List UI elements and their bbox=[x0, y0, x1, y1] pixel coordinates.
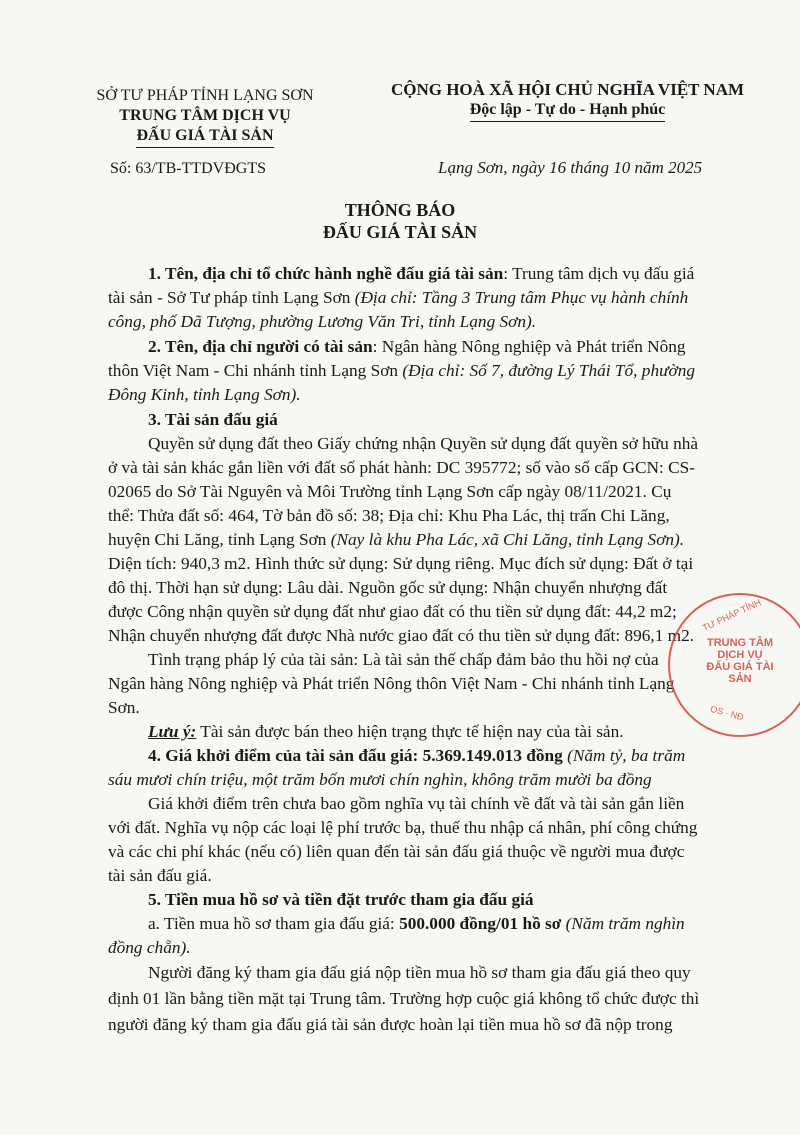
section-5: 5. Tiền mua hồ sơ và tiền đặt trước tham gia đấu giá a. Tiền mua hồ sơ tham gia đấu giá: 500.000 đồng/01 hồ sơ (Năm trăm nghìn đồng chẵn). bbox=[108, 888, 748, 960]
document-subtitle: ĐẤU GIÁ TÀI SẢN bbox=[322, 222, 478, 242]
reference-number: Số: 63/TB-TTDVĐGTS bbox=[110, 160, 266, 177]
section-3: 3. Tài sản đấu giá Quyền sử dụng đất theo Giấy chứng nhận Quyền sử dụng đất quyền sở hữu nhà ở và tài sản khác gắn liền với đất số phát hành: DC 395772; số vào sổ cấp GCN: CS- 02065 do Sở Tài Nguyên và Môi Trường tỉnh Lạng Sơn cấp ngày 08/11/2021. Cụ thể: Thửa đất số: 464, Tờ bản đồ số: 38; Địa chỉ: Khu Pha Lác, thị trấn Chi Lăng, huyện Chi Lăng, tỉnh Lạng Sơn (Nay là khu Pha Lác, xã Chi Lăng, tỉnh Lạng Sơn). Diện tích: 940,3 m2. Hình thức sử dụng: Sử dụng riêng. Mục đích sử dụng: Đất ở tại đô thị. Thời hạn sử dụng: Lâu dài. Nguồn gốc sử dụng: Nhận chuyển nhượng đất được Công nhận quyền sử dụng đất như giao đất có thu tiền sử dụng đất: 44,2 m2; Nhận chuyển nhượng đất được Nhà nước giao đất có thu tiền sử dụng đất: 896,1 m2. Tình trạng pháp lý của tài sản: Là tài sản thế chấp đảm bảo thu hồi nợ của Ngân hàng Nông nghiệp và Phát triển Nông thôn Việt Nam - Chi nhánh tỉnh Lạng Sơn. Lưu ý: Tài sản được bán theo hiện trạng thực tế hiện nay của tài sản. bbox=[108, 408, 748, 744]
starting-price: 4. Giá khởi điểm của tài sản đấu giá: 5.369.149.013 đồng bbox=[148, 746, 563, 765]
section-1: 1. Tên, địa chỉ tổ chức hành nghề đấu giá tài sản: Trung tâm dịch vụ đấu giá tài sản - Sở Tư pháp tỉnh Lạng Sơn (Địa chỉ: Tầng 3 Trung tâm Phục vụ hành chính công, phố Dã Tượng, phường Lương Văn Tri, tỉnh Lạng Sơn). bbox=[108, 264, 695, 331]
official-seal: TƯ PHÁP TỈNH TRUNG TÂM DỊCH VỤ ĐẤU GIÁ TÀI SẢN OS · NĐ bbox=[668, 593, 800, 737]
section-3-heading: 3. Tài sản đấu giá bbox=[148, 410, 278, 429]
section-4: 4. Giá khởi điểm của tài sản đấu giá: 5.369.149.013 đồng (Năm tỷ, ba trăm sáu mươi chín triệu, một trăm bốn mươi chín nghìn, không trăm mười ba đồng Giá khởi điểm trên chưa bao gồm nghĩa vụ tài chính về đất và tài sản gắn liền với đất. Nghĩa vụ nộp các loại lệ phí trước bạ, thuế thu nhập cá nhân, phí công chứng và các chi phí khác (nếu có) liên quan đến tài sản đấu giá thuộc về người mua được tài sản đấu giá. bbox=[108, 746, 698, 885]
org-line-1: SỞ TƯ PHÁP TỈNH LẠNG SƠN bbox=[96, 87, 314, 104]
section-1-heading: 1. Tên, địa chỉ tổ chức hành nghề đấu giá tài sản bbox=[148, 264, 504, 283]
dossier-fee: 500.000 đồng/01 hồ sơ bbox=[399, 914, 562, 933]
country-name: CỘNG HOÀ XÃ HỘI CHỦ NGHĨA VIỆT NAM bbox=[390, 80, 745, 99]
org-line-2: TRUNG TÂM DỊCH VỤ bbox=[119, 107, 291, 124]
issuing-org bbox=[75, 86, 335, 148]
org-line-3: ĐẤU GIÁ TÀI SẢN bbox=[136, 126, 273, 148]
section-2-heading: 2. Tên, địa chỉ người có tài sản bbox=[148, 337, 373, 356]
document-title: THÔNG BÁO bbox=[344, 200, 456, 220]
issue-date: Lạng Sơn, ngày 16 tháng 10 năm 2025 bbox=[438, 158, 703, 177]
legal-status: Tình trạng pháp lý của tài sản: Là tài sản thế chấp đảm bảo thu hồi nợ của bbox=[148, 650, 659, 669]
section-2: 2. Tên, địa chỉ người có tài sản: Ngân hàng Nông nghiệp và Phát triển Nông thôn Việt Nam - Chi nhánh tỉnh Lạng Sơn (Địa chỉ: Số 7, đường Lý Thái Tổ, phường Đông Kinh, tỉnh Lạng Sơn). bbox=[108, 337, 696, 404]
motto: Độc lập - Tự do - Hạnh phúc bbox=[470, 100, 666, 122]
section-5-heading: 5. Tiền mua hồ sơ và tiền đặt trước tham gia đấu giá bbox=[148, 890, 534, 909]
national-heading bbox=[370, 80, 765, 122]
note-label: Lưu ý: bbox=[148, 722, 197, 741]
section-5-body: Người đăng ký tham gia đấu giá nộp tiền mua hồ sơ tham gia đấu giá theo quy định 01 lần bằng tiền mặt tại Trung tâm. Trường hợp cuộc giá không tổ chức được thì người đăng ký tham gia đấu giá tài sản được hoàn lại tiền mua hồ sơ đã nộp trong bbox=[108, 963, 700, 1034]
